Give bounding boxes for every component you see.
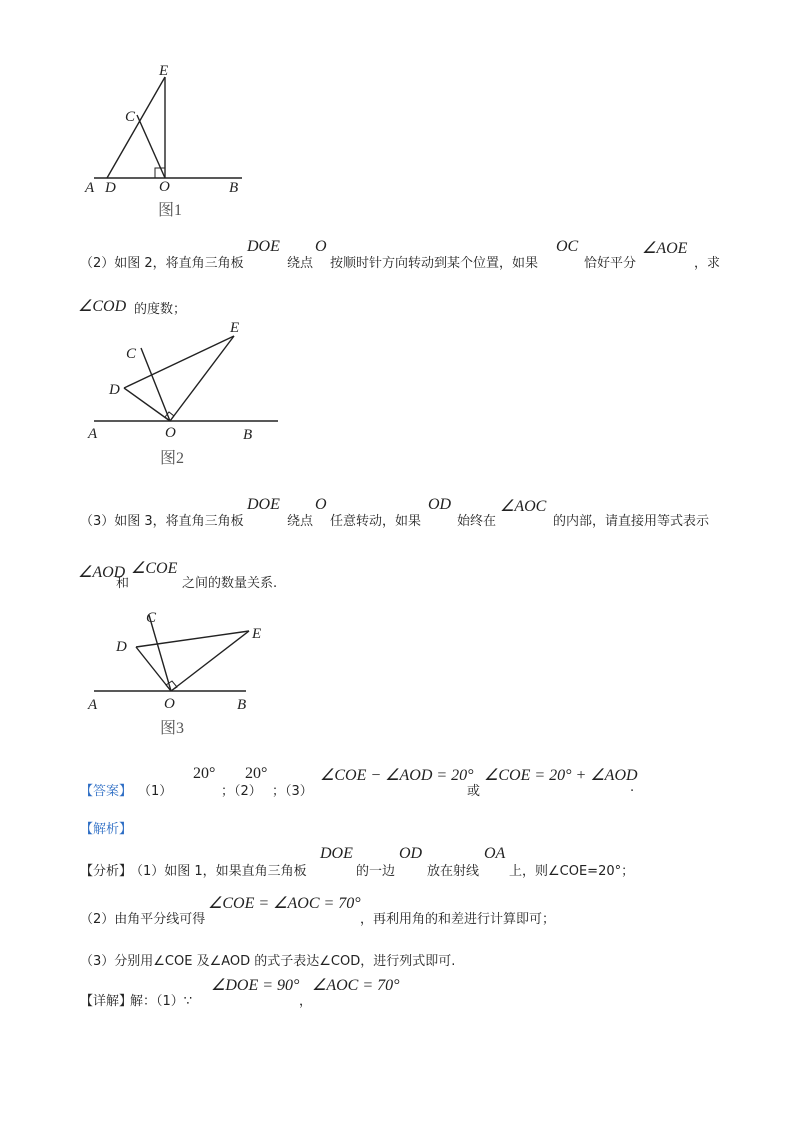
analysis-tag: 【解析】 [80, 822, 133, 837]
q2-text-4: 恰好平分 [584, 256, 637, 271]
analysis-doe: DOE [320, 845, 353, 862]
q3-aoc: ∠AOC [500, 498, 547, 515]
label-a: A [88, 426, 98, 442]
analysis-line2-equation: ∠COE = ∠AOC = 70° [208, 895, 361, 912]
q3-aod: ∠AOD [78, 564, 126, 581]
q3-o: O [315, 496, 327, 513]
q3-text-5: 的内部，请直接用等式表示 [553, 514, 710, 529]
q2-text-2: 绕点 [287, 256, 314, 271]
answer-sep-1: ；（2） [221, 784, 262, 799]
q2-text-1: （2）如图 2，将直角三角板 [80, 256, 244, 271]
label-d: D [109, 382, 120, 398]
analysis-line1-d: 上，则∠COE=20°； [509, 864, 635, 879]
analysis-line1-a: （1）如图 1，如果直角三角板 [130, 864, 307, 879]
q2-text-5: ，求 [694, 256, 721, 271]
q2-doe: DOE [247, 238, 280, 255]
q3-text-4: 始终在 [457, 514, 497, 529]
analysis-od: OD [399, 845, 423, 862]
answer-part1-label: （1） [138, 784, 173, 799]
q3-text-2: 绕点 [287, 514, 314, 529]
analysis-line2-a: （2）由角平分线可得 [80, 912, 206, 927]
segment-od [136, 647, 171, 691]
figure-1 [80, 60, 260, 220]
ray-oc [137, 115, 165, 178]
answer-value-1: 20° [193, 765, 216, 782]
q2-text-3: 按顺时针方向转动到某个位置，如果 [330, 256, 539, 271]
figure-3-caption: 图3 [160, 720, 185, 737]
answer-end: . [630, 780, 635, 795]
label-b: B [243, 427, 253, 443]
answer-sep-2: ；（3） [272, 784, 313, 799]
segment-oe [170, 336, 234, 421]
answer-equation-1: ∠COE − ∠AOD = 20° [320, 767, 474, 784]
label-a: A [88, 697, 98, 713]
q3-od: OD [428, 496, 452, 513]
label-a: A [85, 180, 95, 196]
label-d: D [116, 639, 127, 655]
figure-2 [80, 315, 280, 475]
analysis-oa: OA [484, 845, 506, 862]
detail-tag: 【详解】 [80, 994, 133, 1009]
figure-3 [80, 600, 280, 740]
label-c: C [126, 346, 137, 362]
q2-cod: ∠COD [78, 298, 127, 315]
detail-line1-a: 解：（1）∵ [130, 994, 193, 1009]
label-o: O [165, 425, 176, 441]
label-d: D [105, 180, 116, 196]
q3-coe: ∠COE [131, 560, 178, 577]
label-e: E [252, 626, 262, 642]
q3-text-3: 任意转动，如果 [330, 514, 422, 529]
q2-aoe: ∠AOE [642, 240, 688, 257]
detail-equation-1: ∠DOE = 90° [211, 977, 300, 994]
segment-de [124, 336, 234, 388]
ray-oc [149, 615, 171, 691]
label-e: E [159, 63, 169, 79]
q3-doe: DOE [247, 496, 280, 513]
q3-text-6: 之间的数量关系. [182, 576, 278, 591]
analysis-line1-b: 的一边 [356, 864, 396, 879]
label-b: B [229, 180, 239, 196]
analysis-line3: （3）分别用∠COE 及∠AOD 的式子表达∠COD，进行列式即可. [80, 954, 456, 969]
label-o: O [164, 696, 175, 712]
detail-equation-2: ∠AOC = 70° [312, 977, 400, 994]
answer-value-2: 20° [245, 765, 268, 782]
answer-tag: 【答案】 [80, 784, 133, 799]
q2-oc: OC [556, 238, 579, 255]
label-o: O [159, 179, 170, 195]
figure-1-caption: 图1 [158, 202, 183, 219]
label-c: C [125, 109, 136, 125]
label-e: E [230, 320, 240, 336]
analysis-line1-c: 放在射线 [427, 864, 480, 879]
fenxi-tag: 【分析】 [80, 864, 133, 879]
q3-and: 和 [116, 576, 130, 591]
figure-2-caption: 图2 [160, 450, 185, 467]
label-b: B [237, 697, 247, 713]
segment-de [107, 77, 165, 178]
label-c: C [146, 610, 157, 626]
q2-text-6: 的度数； [134, 302, 187, 317]
detail-comma: ， [299, 994, 313, 1009]
q3-text-1: （3）如图 3，将直角三角板 [80, 514, 244, 529]
analysis-line2-b: ，再利用角的和差进行计算即可； [360, 912, 556, 927]
answer-or: 或 [467, 784, 481, 799]
answer-equation-2: ∠COE = 20° + ∠AOD [484, 767, 638, 784]
q2-o: O [315, 238, 327, 255]
